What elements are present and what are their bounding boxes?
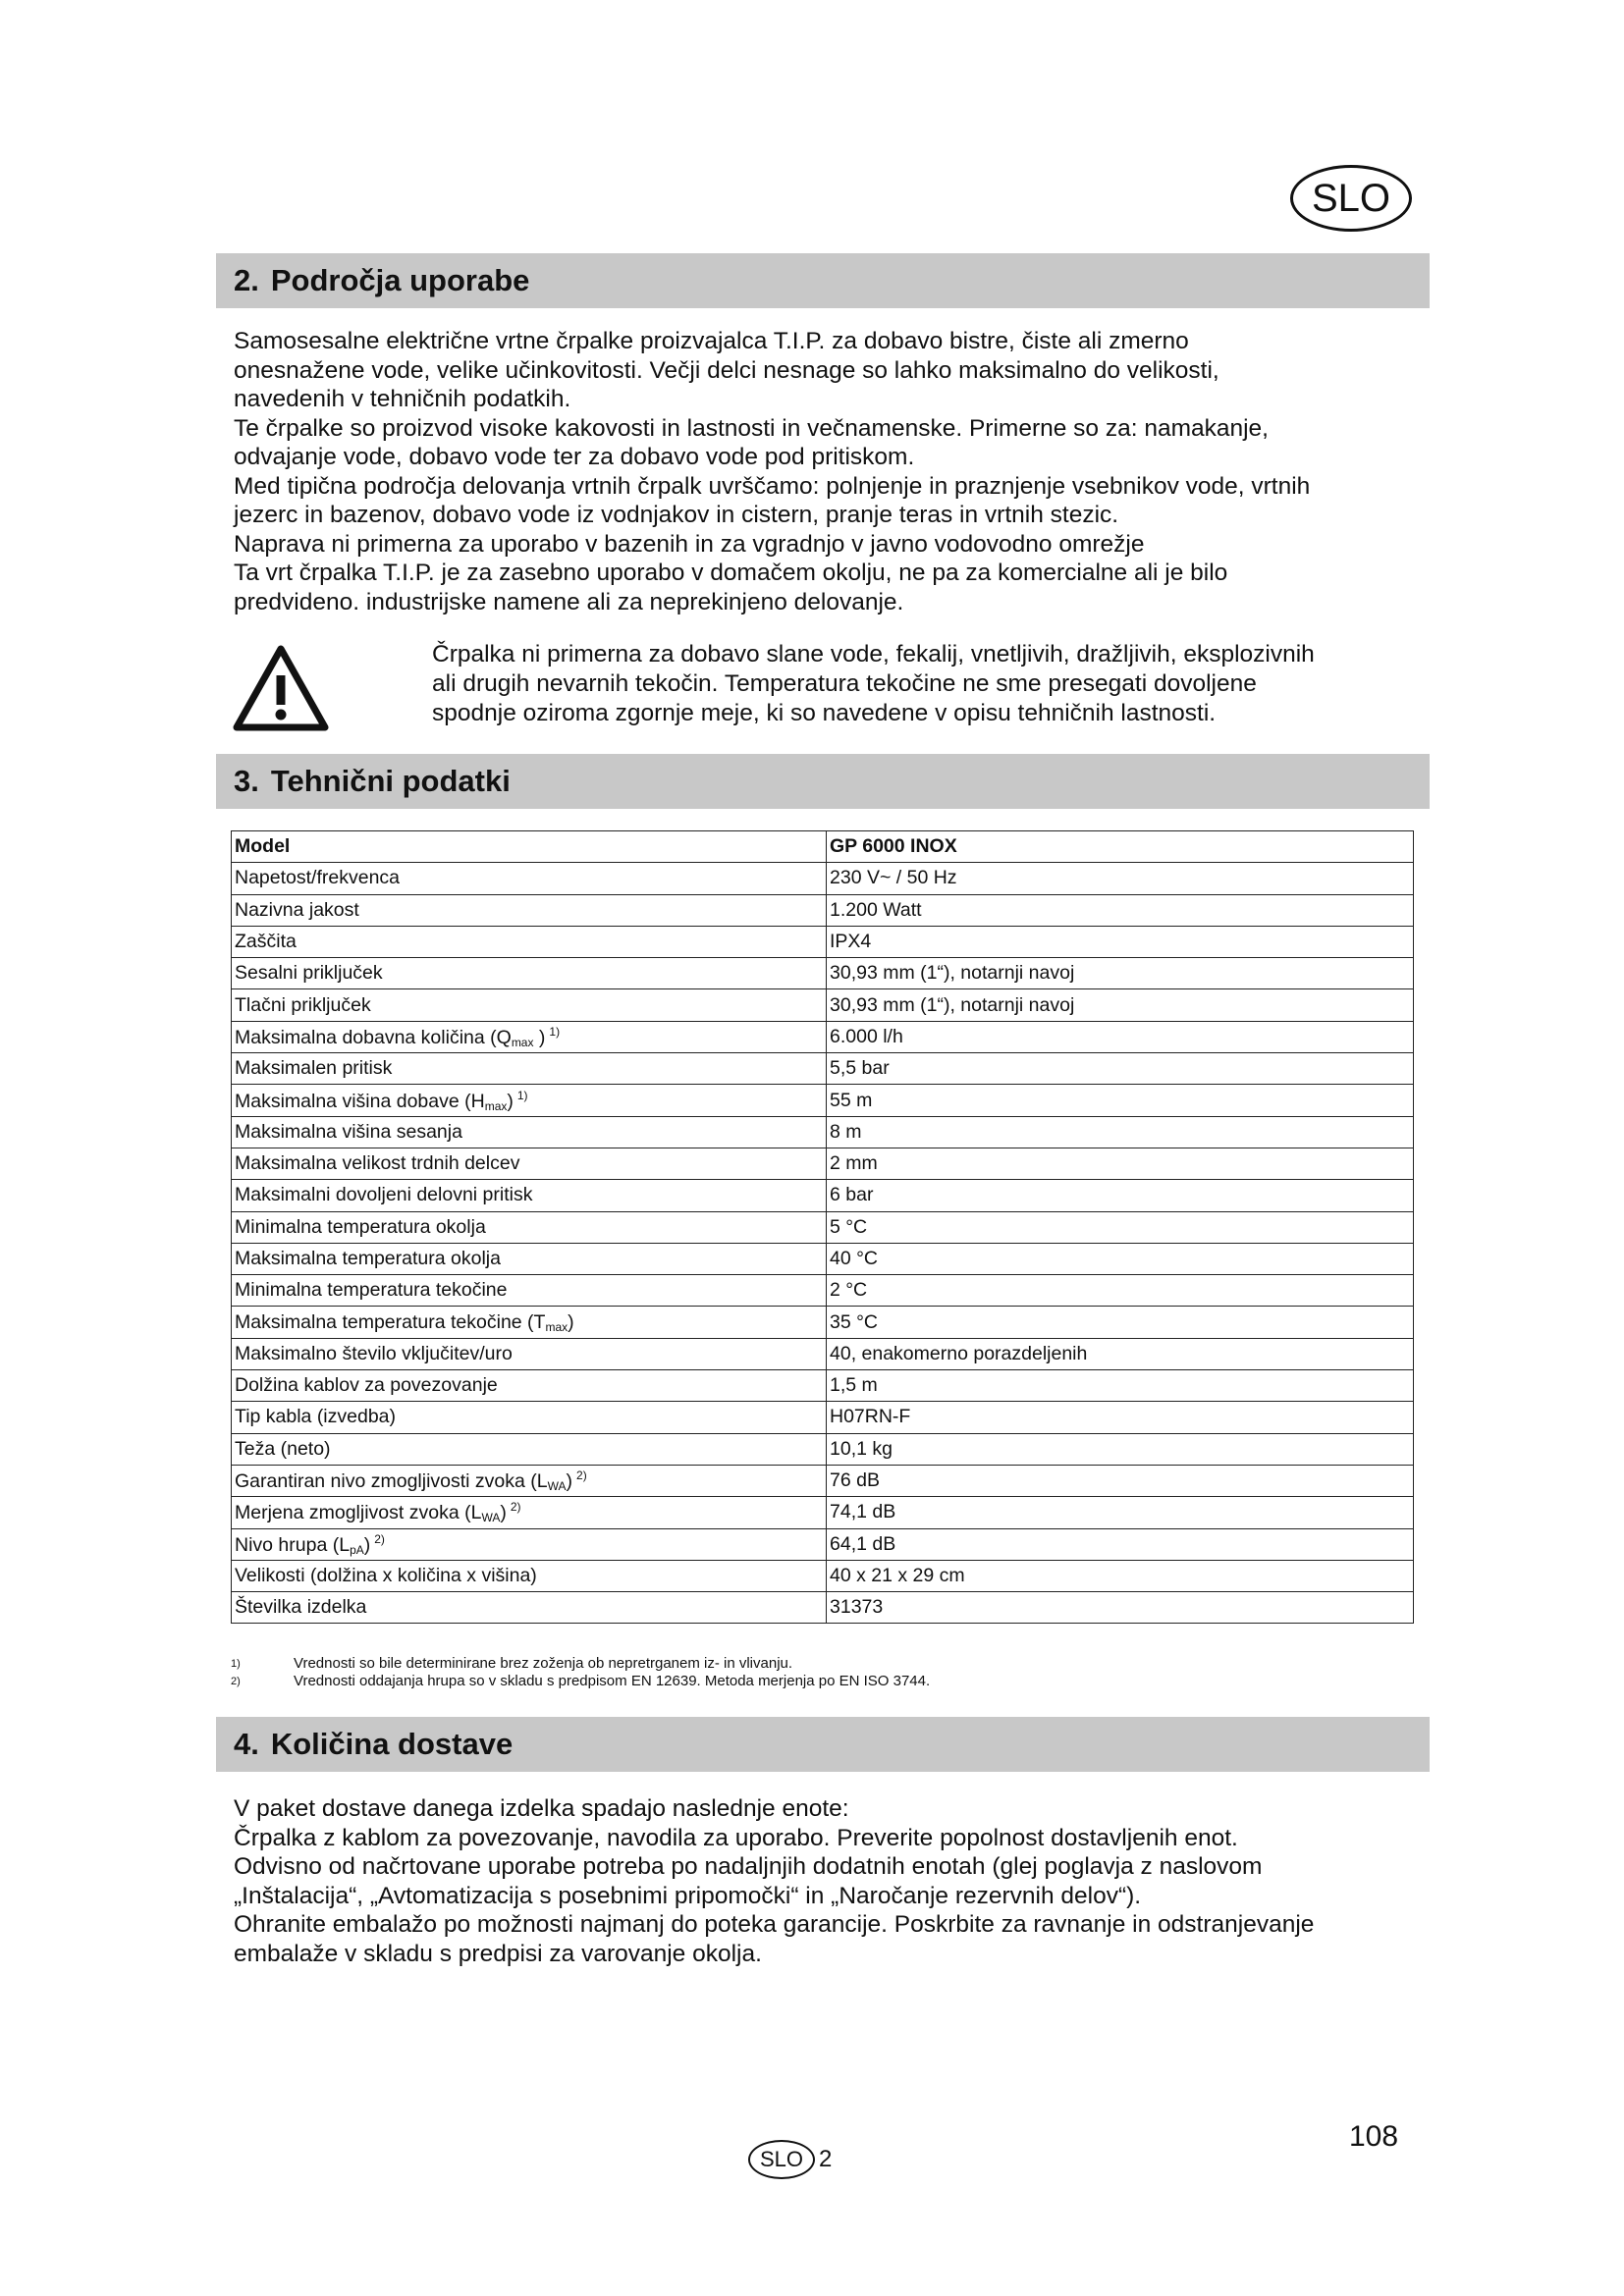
spec-label: [232, 1528, 827, 1560]
spec-label: [232, 1433, 827, 1465]
table-row: [232, 1592, 1414, 1624]
spec-label: [232, 1021, 827, 1052]
language-badge-footer: SLO: [748, 2140, 815, 2179]
spec-label-footnote: 2): [576, 1468, 587, 1483]
spec-value: 8 m: [827, 1116, 1414, 1148]
table-row: [232, 1116, 1414, 1148]
spec-label-text: Maksimalna temperatura tekočine (T: [235, 1310, 546, 1333]
spec-label-text: Zaščita: [235, 931, 297, 953]
table-row: [232, 1465, 1414, 1496]
spec-label: [232, 1275, 827, 1307]
table-row: [232, 1053, 1414, 1085]
spec-value: 40 x 21 x 29 cm: [827, 1560, 1414, 1591]
spec-label-text: Nivo hrupa (L: [235, 1533, 351, 1556]
section-3-heading: [216, 754, 1430, 809]
spec-value: 35 °C: [827, 1307, 1414, 1338]
table-row: [232, 1021, 1414, 1052]
body-line: Odvisno od načrtovane uporabe potreba po nadaljnjih dodatnih enotah (glej poglavja z naslovom: [234, 1853, 1263, 1880]
body-line: odvajanje vode, dobavo vode ter za dobavo vode pod pritiskom.: [234, 444, 915, 470]
spec-label-subscript: pA: [350, 1542, 364, 1557]
body-line: Ohranite embalažo po možnosti najmanj do poteka garancije. Poskrbite za ravnanje in odstranjevanje: [234, 1911, 1315, 1938]
spec-label: [232, 1465, 827, 1496]
spec-label: [232, 1307, 827, 1338]
section-3-number: 3.: [234, 764, 259, 798]
spec-label-text: Napetost/frekvenca: [235, 867, 401, 889]
spec-label: [232, 1338, 827, 1369]
spec-label-text: Nazivna jakost: [235, 898, 359, 921]
table-row: [232, 1497, 1414, 1528]
spec-value: 5,5 bar: [827, 1053, 1414, 1085]
body-line: navedenih v tehničnih podatkih.: [234, 386, 571, 412]
spec-value: 40 °C: [827, 1243, 1414, 1274]
body-line: predvideno. industrijske namene ali za neprekinjeno delovanje.: [234, 588, 904, 615]
spec-label-text: Velikosti (dolžina x količina x višina): [235, 1564, 537, 1586]
table-row: [232, 1275, 1414, 1307]
spec-label-subscript: WA: [481, 1511, 501, 1525]
footnote-text: Vrednosti so bile determinirane brez zoženja ob nepretrganem iz- in vlivanju.: [294, 1655, 793, 1672]
spec-label: [232, 1402, 827, 1433]
spec-label-subscript: max: [511, 1035, 534, 1049]
spec-label-footnote: 1): [549, 1024, 561, 1039]
body-line: embalaže v skladu s predpisi za varovanje okolja.: [234, 1940, 762, 1967]
warning-text: [432, 640, 1414, 728]
spec-label-text: Maksimalna višina dobave (H: [235, 1090, 485, 1112]
spec-label-text: Dolžina kablov za povezovanje: [235, 1374, 498, 1397]
table-row: [232, 1370, 1414, 1402]
section-2-number: 2.: [234, 263, 259, 297]
spec-label: [232, 1243, 827, 1274]
body-line: onesnažene vode, velike učinkovitosti. Večji delci nesnage so lahko maksimalno do velikosti,: [234, 356, 1219, 384]
body-line: Te črpalke so proizvod visoke kakovosti in lastnosti in večnamenske. Primerne so za: namakanje,: [234, 414, 1269, 442]
spec-value: 76 dB: [827, 1465, 1414, 1496]
spec-label-text: Maksimalna dobavna količina (Q: [235, 1026, 512, 1048]
spec-value: IPX4: [827, 926, 1414, 957]
spec-value: 64,1 dB: [827, 1528, 1414, 1560]
spec-label-subscript: max: [484, 1098, 508, 1113]
spec-value: 10,1 kg: [827, 1433, 1414, 1465]
warning-line: spodnje oziroma zgornje meje, ki so navedene v opisu tehničnih lastnosti.: [432, 700, 1217, 726]
footnote-mark: 2): [231, 1676, 241, 1687]
spec-value: 74,1 dB: [827, 1497, 1414, 1528]
body-line: Ta vrt črpalka T.I.P. je za zasebno uporabo v domačem okolju, ne pa za komercialne ali je bilo: [234, 560, 1228, 586]
table-row: [232, 894, 1414, 926]
table-row: [232, 863, 1414, 894]
technical-data-table: [231, 830, 1414, 1624]
language-badge-top: SLO: [1290, 165, 1412, 232]
spec-value: 1,5 m: [827, 1370, 1414, 1402]
spec-value: 31373: [827, 1592, 1414, 1624]
spec-label-suffix: ): [363, 1533, 371, 1556]
spec-value: 55 m: [827, 1085, 1414, 1116]
spec-label-text: Teža (neto): [235, 1437, 331, 1460]
spec-label-suffix: ): [566, 1470, 573, 1493]
spec-label-suffix: ): [507, 1090, 514, 1112]
footnote-text: Vrednosti oddajanja hrupa so v skladu s predpisom EN 12639. Metoda merjenja po EN ISO 3744.: [294, 1673, 931, 1689]
table-row: [232, 1338, 1414, 1369]
table-row: [232, 1402, 1414, 1433]
warning-line: ali drugih nevarnih tekočin. Temperatura tekočine ne sme presegati dovoljene: [432, 670, 1257, 697]
body-line: Samosesalne električne vrtne črpalke proizvajalca T.I.P. za dobavo bistre, čiste ali zmerno: [234, 328, 1189, 354]
spec-label: [232, 863, 827, 894]
spec-label-text: Številka izdelka: [235, 1596, 367, 1619]
warning-line: Črpalka ni primerna za dobavo slane vode, fekalij, vnetljivih, dražljivih, eksplozivnih: [432, 641, 1315, 667]
spec-label: [232, 894, 827, 926]
section-2-body: [234, 327, 1402, 616]
warning-icon: [232, 644, 330, 732]
spec-label-footnote: 2): [510, 1500, 521, 1515]
table-row: [232, 1180, 1414, 1211]
spec-label: [232, 1148, 827, 1179]
spec-value: 2 °C: [827, 1275, 1414, 1307]
footnote: [231, 1673, 1409, 1690]
spec-label-suffix: ): [568, 1310, 574, 1333]
body-line: jezerc in bazenov, dobavo vode iz vodnjakov in cistern, pranje teras in vrtnih stezic.: [234, 502, 1119, 528]
spec-label: [232, 958, 827, 989]
spec-label-text: Minimalna temperatura tekočine: [235, 1279, 508, 1302]
section-2-title: Področja uporabe: [270, 263, 530, 297]
spec-label-text: Maksimalna višina sesanja: [235, 1120, 462, 1143]
body-line: Naprava ni primerna za uporabo v bazenih in za vgradnjo v javno vodovodno omrežje: [234, 530, 1145, 558]
spec-label-text: Sesalni priključek: [235, 962, 383, 985]
spec-label-text: Maksimalna velikost trdnih delcev: [235, 1152, 520, 1175]
spec-value: H07RN-F: [827, 1402, 1414, 1433]
spec-value: 40, enakomerno porazdeljenih: [827, 1338, 1414, 1369]
table-row: [232, 1560, 1414, 1591]
body-line: Med tipična področja delovanja vrtnih črpalk uvrščamo: polnjenje in praznjenje vsebnikov vode, vrtnih: [234, 472, 1311, 500]
table-header-row: [232, 831, 1414, 863]
spec-value: 5 °C: [827, 1211, 1414, 1243]
section-2-heading: [216, 253, 1430, 308]
table-row: [232, 1433, 1414, 1465]
spec-label-subscript: max: [545, 1319, 568, 1334]
spec-label: [232, 1085, 827, 1116]
body-line: V paket dostave danega izdelka spadajo naslednje enote:: [234, 1795, 849, 1822]
spec-label-footnote: 1): [516, 1088, 528, 1102]
table-row: [232, 1243, 1414, 1274]
spec-label: [232, 1560, 827, 1591]
spec-label-suffix: ): [533, 1026, 546, 1048]
footer: [748, 2140, 832, 2179]
spec-label: [232, 1592, 827, 1624]
table-row: [232, 989, 1414, 1021]
spec-label-footnote: 2): [374, 1531, 385, 1546]
spec-label-text: Maksimalna temperatura okolja: [235, 1248, 501, 1269]
table-header-value: GP 6000 INOX: [827, 831, 1414, 863]
spec-label-text: Tip kabla (izvedba): [235, 1406, 397, 1428]
spec-label: [232, 1370, 827, 1402]
spec-label-text: Merjena zmogljivost zvoka (L: [235, 1502, 482, 1524]
spec-label: [232, 1116, 827, 1148]
spec-label: [232, 1211, 827, 1243]
body-line: Črpalka z kablom za povezovanje, navodila za uporabo. Preverite popolnost dostavljenih enot.: [234, 1824, 1238, 1851]
spec-label-text: Maksimalni dovoljeni delovni pritisk: [235, 1184, 533, 1206]
spec-label-text: Maksimalno število vključitev/uro: [235, 1342, 513, 1364]
section-3-title: Tehnični podatki: [270, 764, 511, 798]
spec-label-subscript: WA: [547, 1479, 567, 1494]
table-footnotes: [231, 1655, 1409, 1690]
table-row: [232, 1307, 1414, 1338]
spec-value: 2 mm: [827, 1148, 1414, 1179]
spec-label: [232, 1497, 827, 1528]
footnote-mark: 1): [231, 1658, 241, 1670]
table-row: [232, 958, 1414, 989]
spec-value: 30,93 mm (1“), notarnji navoj: [827, 989, 1414, 1021]
spec-label: [232, 1053, 827, 1085]
footnote: [231, 1655, 1409, 1673]
section-4-number: 4.: [234, 1727, 259, 1761]
section-4-heading: [216, 1717, 1430, 1772]
spec-label-suffix: ): [500, 1502, 507, 1524]
table-row: [232, 1148, 1414, 1179]
spec-label-text: Minimalna temperatura okolja: [235, 1215, 486, 1238]
table-row: [232, 926, 1414, 957]
body-line: „Inštalacija“, „Avtomatizacija s posebnimi pripomočki“ in „Naročanje rezervnih delov“).: [234, 1882, 1142, 1909]
spec-label-text: Tlačni priključek: [235, 993, 371, 1016]
footer-number: 2: [819, 2146, 833, 2172]
spec-value: 30,93 mm (1“), notarnji navoj: [827, 958, 1414, 989]
table-row: [232, 1528, 1414, 1560]
spec-label: [232, 989, 827, 1021]
spec-value: 230 V~ / 50 Hz: [827, 863, 1414, 894]
page-number: 108: [1349, 2120, 1399, 2153]
section-4-title: Količina dostave: [270, 1727, 514, 1761]
spec-label-text: Garantiran nivo zmogljivosti zvoka (L: [235, 1470, 548, 1493]
spec-value: 6 bar: [827, 1180, 1414, 1211]
table-header-label: Model: [232, 831, 827, 863]
spec-value: 1.200 Watt: [827, 894, 1414, 926]
table-row: [232, 1211, 1414, 1243]
table-row: [232, 1085, 1414, 1116]
spec-label-text: Maksimalen pritisk: [235, 1057, 393, 1080]
section-4-body: [234, 1794, 1402, 1968]
spec-label: [232, 1180, 827, 1211]
spec-value: 6.000 l/h: [827, 1021, 1414, 1052]
spec-label: [232, 926, 827, 957]
